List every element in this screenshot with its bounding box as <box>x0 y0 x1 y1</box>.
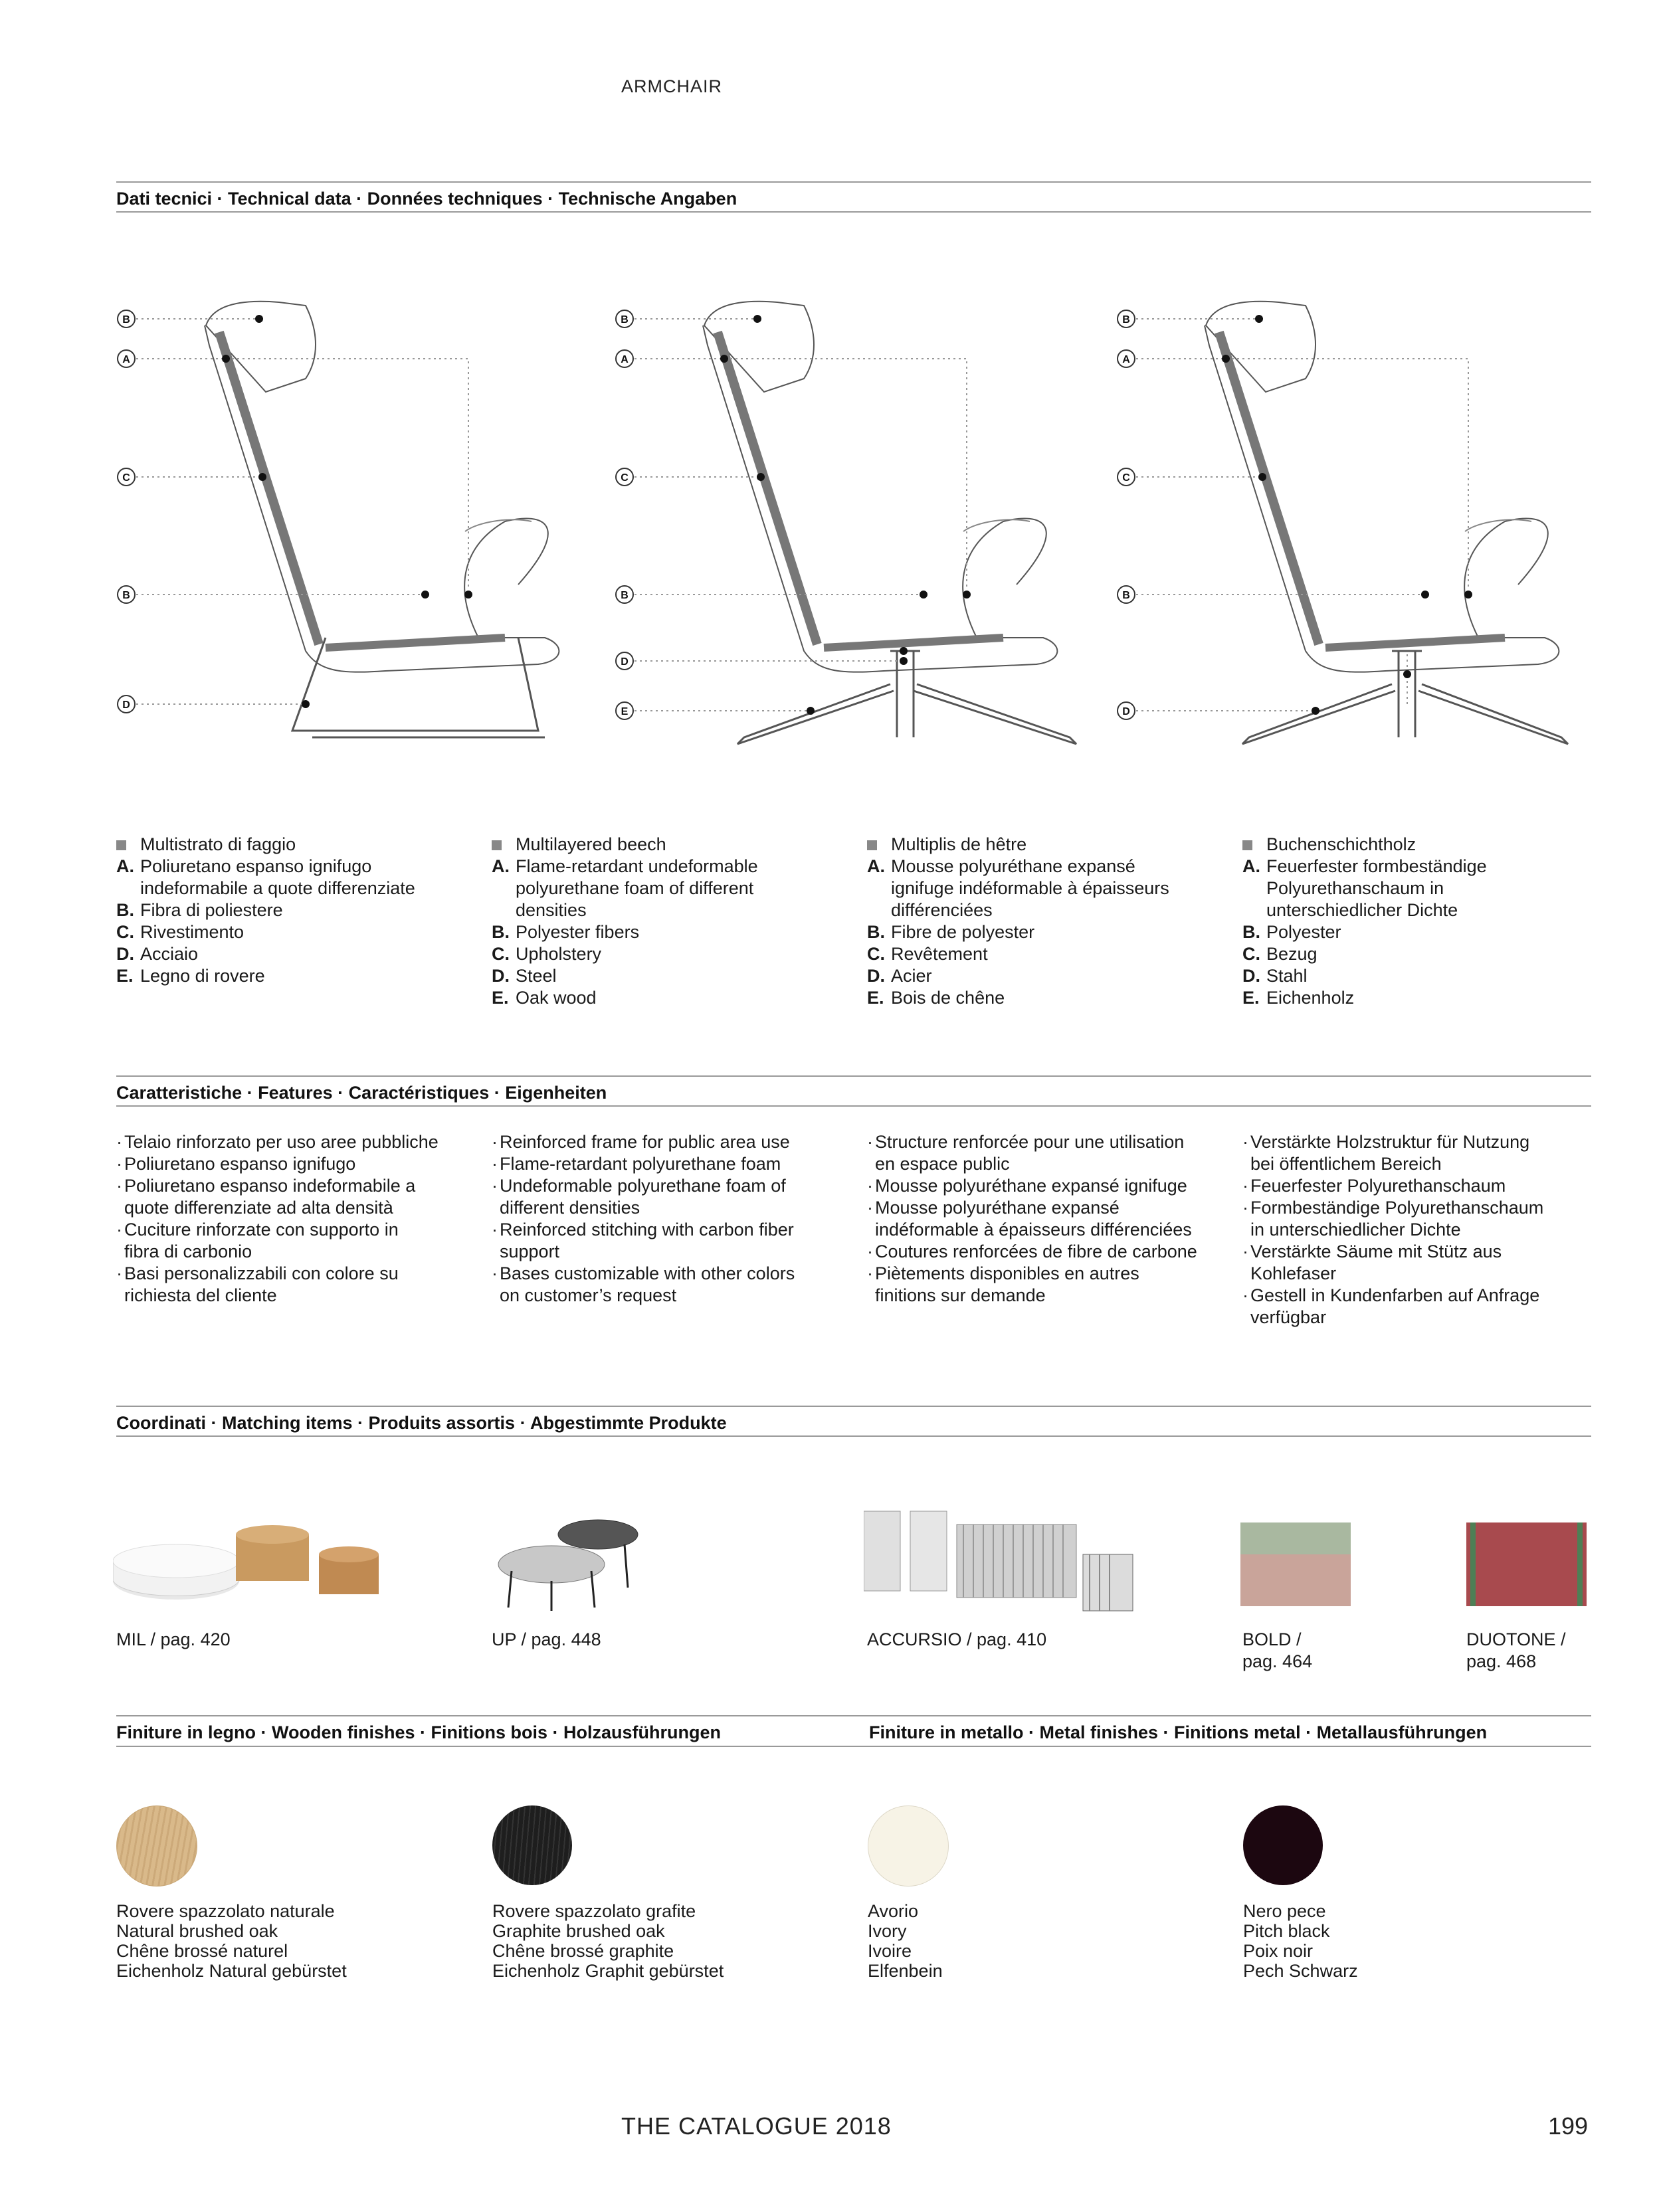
features-list-en <box>492 1131 844 1307</box>
chair1-label-b2 <box>118 586 135 603</box>
section-rule <box>116 211 1591 213</box>
list-item: · Structure renforcée pour une utilisation en espace public <box>867 1131 1219 1175</box>
svg-text:B: B <box>621 590 629 601</box>
svg-text:C: C <box>621 472 629 484</box>
section-rule <box>116 1746 1591 1747</box>
svg-text:A: A <box>122 354 130 365</box>
materials-legend-de: Buchenschichtholz A. Feuerfester formbeständige Polyurethanschaum in unterschiedlicher Dichte B. Polyester C. Bezug D. Stahl E. Eichenholz <box>1242 834 1487 1008</box>
chair1-label-c <box>118 468 135 486</box>
chair3-label-b1 <box>1118 310 1135 327</box>
chair3-label-c <box>1118 468 1135 486</box>
section-rule <box>116 1105 1591 1107</box>
wooden-finishes-title: Finiture in legno · Wooden finishes · Finitions bois · Holzausführungen <box>116 1722 721 1742</box>
beech-swatch-icon <box>867 840 877 850</box>
chair-diagram-sled-base <box>136 302 559 737</box>
svg-text:B: B <box>1122 314 1130 325</box>
svg-text:D: D <box>621 656 629 668</box>
svg-text:A: A <box>621 354 629 365</box>
svg-text:D: D <box>122 699 130 711</box>
features-title: Caratteristiche · Features · Caractéristiques · Eigenheiten <box>116 1083 607 1103</box>
list-item: · Mousse polyuréthane expansé ignifuge <box>867 1175 1219 1197</box>
section-rule <box>116 1435 1591 1437</box>
list-item: · Telaio rinforzato per uso aree pubbliche <box>116 1131 468 1153</box>
section-rule <box>116 1715 1591 1716</box>
metal-finishes-title: Finiture in metallo · Metal finishes · Finitions metal · Metallausführungen <box>869 1722 1488 1742</box>
chair-diagram-metal-swivel-base <box>1136 302 1568 744</box>
accursio-cabinet-image[interactable] <box>864 1508 1136 1614</box>
svg-text:D: D <box>1122 706 1130 717</box>
features-list-de <box>1242 1131 1595 1329</box>
natural-brushed-oak-swatch[interactable] <box>116 1805 197 1887</box>
chair1-label-b1 <box>118 310 135 327</box>
materials-legend-fr: Multiplis de hêtre A. Mousse polyuréthane expansé ignifuge indéformable à épaisseurs différenciées B. Fibre de polyester C. Revêtement D. Acier E. Bois de chêne <box>867 834 1169 1008</box>
ivory-swatch[interactable] <box>868 1805 949 1887</box>
svg-text:E: E <box>621 706 629 717</box>
svg-text:A: A <box>1122 354 1130 365</box>
list-item: · Mousse polyuréthane expansé indéformable à épaisseurs différenciées <box>867 1197 1219 1241</box>
features-list-it <box>116 1131 468 1307</box>
section-rule <box>116 1075 1591 1077</box>
features-list-fr <box>867 1131 1219 1307</box>
bold-rug-image[interactable] <box>1239 1521 1352 1608</box>
list-item: · Poliuretano espanso indeformabile a quote differenziate ad alta densità <box>116 1175 468 1219</box>
chair3-label-a <box>1118 350 1135 367</box>
list-item: · Feuerfester Polyurethanschaum <box>1242 1175 1595 1197</box>
chair2-label-b1 <box>616 310 633 327</box>
chair2-label-c <box>616 468 633 486</box>
materials-legend-en: Multilayered beech A. Flame-retardant undeformable polyurethane foam of different densities B. Polyester fibers C. Upholstery D. Steel E. Oak wood <box>492 834 758 1008</box>
svg-text:B: B <box>122 314 130 325</box>
up-table-image[interactable] <box>492 1508 651 1614</box>
chair-diagram-swivel-base <box>634 302 1076 744</box>
beech-swatch-icon <box>1242 840 1252 850</box>
pitch-black-swatch[interactable] <box>1243 1805 1323 1885</box>
catalogue-footer: THE CATALOGUE 2018 <box>621 2112 892 2140</box>
section-rule <box>116 1406 1591 1407</box>
svg-text:B: B <box>621 314 629 325</box>
chair2-label-a <box>616 350 633 367</box>
matching-item-label[interactable]: UP / pag. 448 <box>492 1629 601 1649</box>
list-item: · Verstärkte Holzstruktur für Nutzung bei öffentlichem Bereich <box>1242 1131 1595 1175</box>
finish-names-graphite-oak: Rovere spazzolato grafite Graphite brushed oak Chêne brossé graphite Eichenholz Graphit gebürstet <box>492 1901 724 1981</box>
list-item: · Verstärkte Säume mit Stütz aus Kohlefaser <box>1242 1241 1595 1285</box>
list-item: · Coutures renforcées de fibre de carbone <box>867 1241 1219 1263</box>
list-item: · Gestell in Kundenfarben auf Anfrage verfügbar <box>1242 1285 1595 1329</box>
svg-text:B: B <box>122 590 130 601</box>
matching-item-label[interactable]: ACCURSIO / pag. 410 <box>867 1629 1047 1649</box>
chair2-label-b2 <box>616 586 633 603</box>
list-item: · Formbeständige Polyurethanschaum in unterschiedlicher Dichte <box>1242 1197 1595 1241</box>
graphite-brushed-oak-swatch[interactable] <box>492 1805 572 1885</box>
list-item: · Bases customizable with other colors on customer’s request <box>492 1263 844 1307</box>
list-item: · Flame-retardant polyurethane foam <box>492 1153 844 1175</box>
mil-table-image[interactable] <box>113 1508 419 1614</box>
finish-names-pitch-black: Nero pece Pitch black Poix noir Pech Schwarz <box>1243 1901 1358 1981</box>
matching-item-label[interactable]: BOLD / pag. 464 <box>1242 1629 1313 1671</box>
svg-text:C: C <box>122 472 130 484</box>
page-number: 199 <box>1548 2112 1589 2140</box>
svg-text:C: C <box>1122 472 1130 484</box>
list-item: · Undeformable polyurethane foam of different densities <box>492 1175 844 1219</box>
matching-items-title: Coordinati · Matching items · Produits assortis · Abgestimmte Produkte <box>116 1413 727 1433</box>
finish-names-ivory: Avorio Ivory Ivoire Elfenbein <box>868 1901 943 1981</box>
list-item: · Cuciture rinforzate con supporto in fibra di carbonio <box>116 1219 468 1263</box>
duotone-rug-image[interactable] <box>1465 1521 1588 1608</box>
finish-names-natural-oak: Rovere spazzolato naturale Natural brushed oak Chêne brossé naturel Eichenholz Natural gebürstet <box>116 1901 347 1981</box>
svg-text:B: B <box>1122 590 1130 601</box>
chair3-label-d <box>1118 702 1135 719</box>
list-item: · Poliuretano espanso ignifugo <box>116 1153 468 1175</box>
list-item: · Reinforced stitching with carbon fiber support <box>492 1219 844 1263</box>
list-item: · Reinforced frame for public area use <box>492 1131 844 1153</box>
list-item: · Piètements disponibles en autres finitions sur demande <box>867 1263 1219 1307</box>
chair1-label-d <box>118 695 135 713</box>
matching-item-label[interactable]: MIL / pag. 420 <box>116 1629 231 1649</box>
beech-swatch-icon <box>116 840 126 850</box>
chair2-label-d <box>616 652 633 670</box>
section-rule <box>116 181 1591 183</box>
list-item: · Basi personalizzabili con colore su richiesta del cliente <box>116 1263 468 1307</box>
chair2-label-e <box>616 702 633 719</box>
matching-item-label[interactable]: DUOTONE / pag. 468 <box>1466 1629 1566 1671</box>
chair-diagrams <box>0 266 1659 764</box>
materials-legend-it: Multistrato di faggio A. Poliuretano espanso ignifugo indeformabile a quote differenziate B. Fibra di poliestere C. Rivestimento D. Acciaio E. Legno di rovere <box>116 834 415 986</box>
chair1-label-a <box>118 350 135 367</box>
chair3-label-b2 <box>1118 586 1135 603</box>
beech-swatch-icon <box>492 840 502 850</box>
technical-data-title: Dati tecnici · Technical data · Données techniques · Technische Angaben <box>116 189 737 209</box>
page-category: ARMCHAIR <box>621 76 723 96</box>
